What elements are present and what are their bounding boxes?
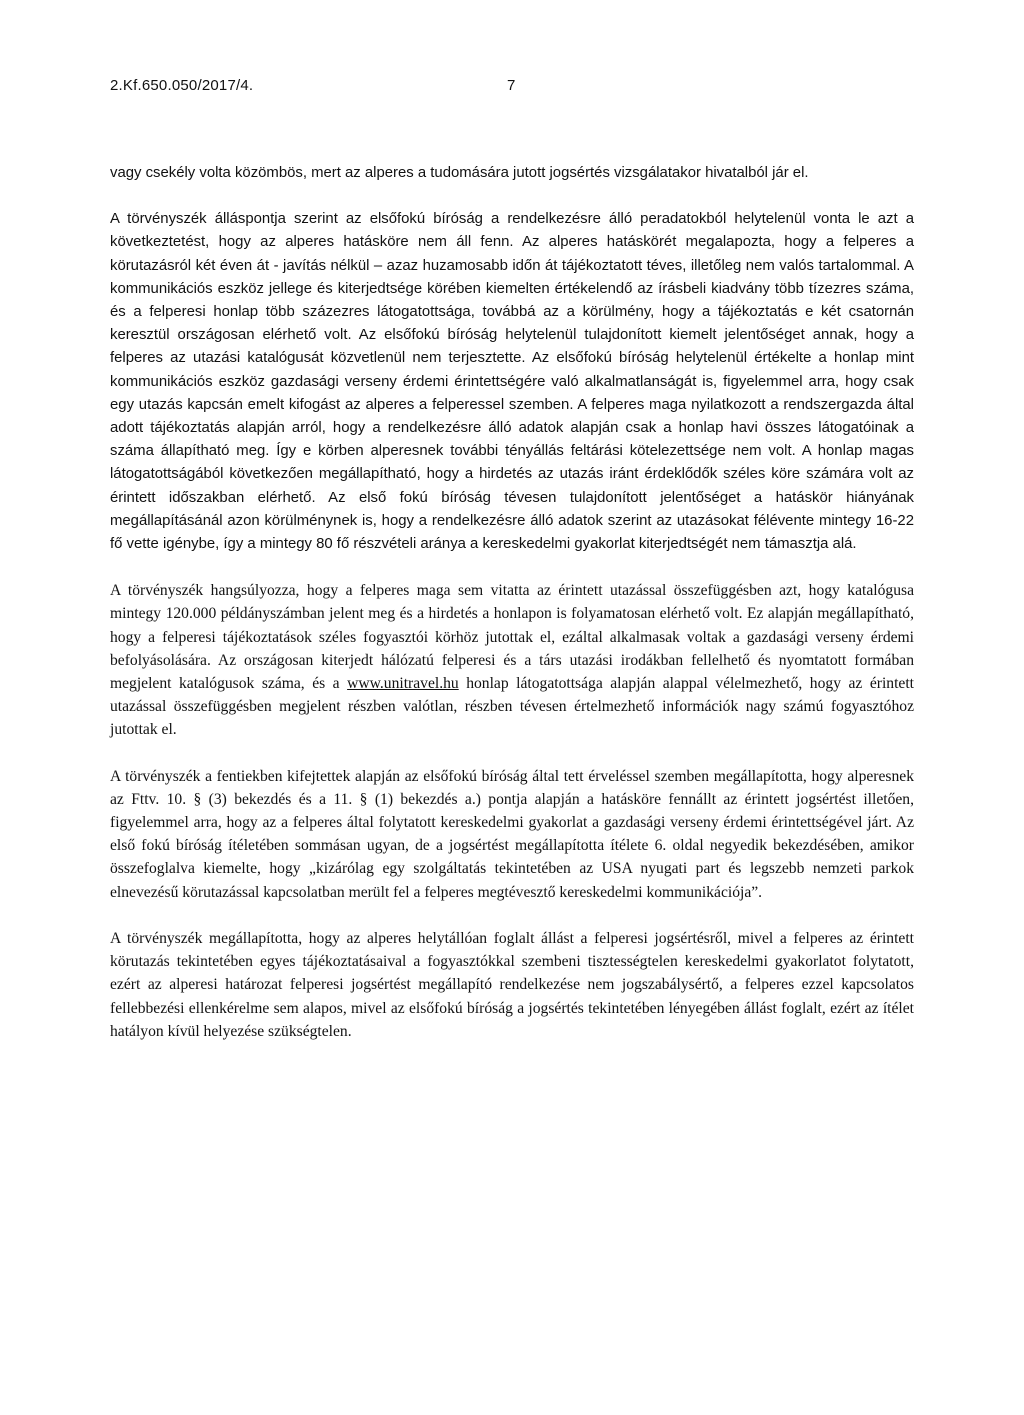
document-body [110,162,914,1066]
paragraph-3-text-after: honlap látogatottsága alapján alappal vélelmezhető, hogy az érintett utazással összefüggésben megjelent részben valótlan, részben tévesen értelmezhető információk nagy számú fogyasztóhoz jutottak el. [110,675,914,739]
page-number: 7 [507,77,516,94]
paragraph-3-text-before: A törvényszék hangsúlyozza, hogy a felperes maga sem vitatta az érintett utazással összefüggésben azt, hogy katalógusa mintegy 120.000 példányszámban jelent meg és a hirdetés a honlapon is folyamatosan elérhető volt. Ez alapján megállapítható, hogy a felperesi tájékoztatások széles fogyasztói körhöz jutottak el, ezáltal alkalmasak voltak a gazdasági verseny érdemi befolyásolására. Az országosan kiterjedt hálózatú felperesi és a társ utazási irodákban fellelhető és nyomtatott formában megjelent katalógusok száma, és a [110,582,914,693]
paragraph-2: A törvényszék álláspontja szerint az elsőfokú bíróság a rendelkezésre álló peradatokból helytelenül vonta le azt a következtetést, hogy az alperes hatásköre nem áll fenn. Az alperes hatáskörét megalapozta, hogy a felperes a körutazásról két éven át - javítás nélkül – azaz huzamosabb időn át tájékoztatott téves, illetőleg nem valós tartalommal. A kommunikációs eszköz jellege és kiterjedtsége körében kiemelten értékelendő az írásbeli kiadvány több tízezres száma, és a felperesi honlap több százezres látogatottsága, továbbá az a körülmény, hogy a tájékoztatás e két csatornán keresztül országosan elérhető volt. Az elsőfokú bíróság helytelenül tulajdonított kiemelt jelentőséget annak, hogy a felperes az utazási katalógusát közvetlenül nem terjesztette. Az elsőfokú bíróság helytelenül értékelte a honlap mint kommunikációs eszköz gazdasági verseny érdemi érintettségére való alkalmatlanságát is, figyelemmel arra, hogy csak egy utazás kapcsán emelt kifogást az alperes a felperessel szemben. A felperes maga nyilatkozott a rendszergazda által adott tájékoztatás alapján arról, hogy a rendelkezésre álló adatok alapján csak a honlap havi összes látogatóinak a száma állapítható meg. Így e körben alperesnek további tényállás feltárási kötelezettsége nem volt. A honlap magas látogatottságából következően megállapítható, hogy a hirdetés az utazás iránt érdeklődők széles köre számára volt az érintett időszakban elérhető. Az első fokú bíróság tévesen tulajdonított jelentőséget a hatáskör hiányának megállapításánál azon körülménynek is, hogy a rendelkezésre álló adatok szerint az utazásokat félévente mintegy 16-22 fő vette igénybe, így a mintegy 80 fő részvételi aránya a kereskedelmi gyakorlat kiterjedtségét nem támasztja alá. [110,211,914,553]
paragraph-1: vagy csekély volta közömbös, mert az alperes a tudomására jutott jogsértés vizsgálatakor hivatalból jár el. [110,165,809,181]
case-number: 2.Kf.650.050/2017/4. [110,77,254,94]
paragraph-4: A törvényszék a fentiekben kifejtettek alapján az elsőfokú bíróság által tett érveléssel szemben megállapította, hogy alperesnek az Fttv. 10. § (3) bekezdés és a 11. § (1) bekezdés a.) pontja alapján a hatásköre fennállt az érintett jogsértést illetően, figyelemmel arra, hogy az a felperes által folytatott kereskedelmi gyakorlat a gazdasági verseny érdemi érintettségével járt. Az első fokú bíróság ítéletében sommásan ugyan, de a jogsértést megállapította ítélete 6. oldal negyedik bekezdésében, amikor összefoglalva kiemelte, hogy „kizárólag egy szolgáltatás tekintetében az USA nyugati part és legszebb nemzeti parkok elnevezésű körutazással kapcsolatban merült fel a felperes megtévesztő kereskedelmi kommunikációja”. [110,767,914,901]
page-header [110,77,914,101]
paragraph-3 [110,579,914,741]
website-link[interactable]: www.unitravel.hu [347,675,459,693]
paragraph-5: A törvényszék megállapította, hogy az alperes helytállóan foglalt állást a felperesi jogsértésről, mivel a felperes az érintett körutazás tekintetében egyes tájékoztatásaival a fogyasztókkal szembeni tisztességtelen kereskedelmi gyakorlatot folytatott, ezért az alperesi határozat felperesi jogsértést megállapító rendelkezése nem jogszabálysértő, a felperes ezzel kapcsolatos fellebbezési ellenkérelme sem alapos, mivel az elsőfokú bíróság a jogsértés tekintetében lényegében állást foglalt, ezért az ítélet hatályon kívül helyezése szükségtelen. [110,929,914,1040]
